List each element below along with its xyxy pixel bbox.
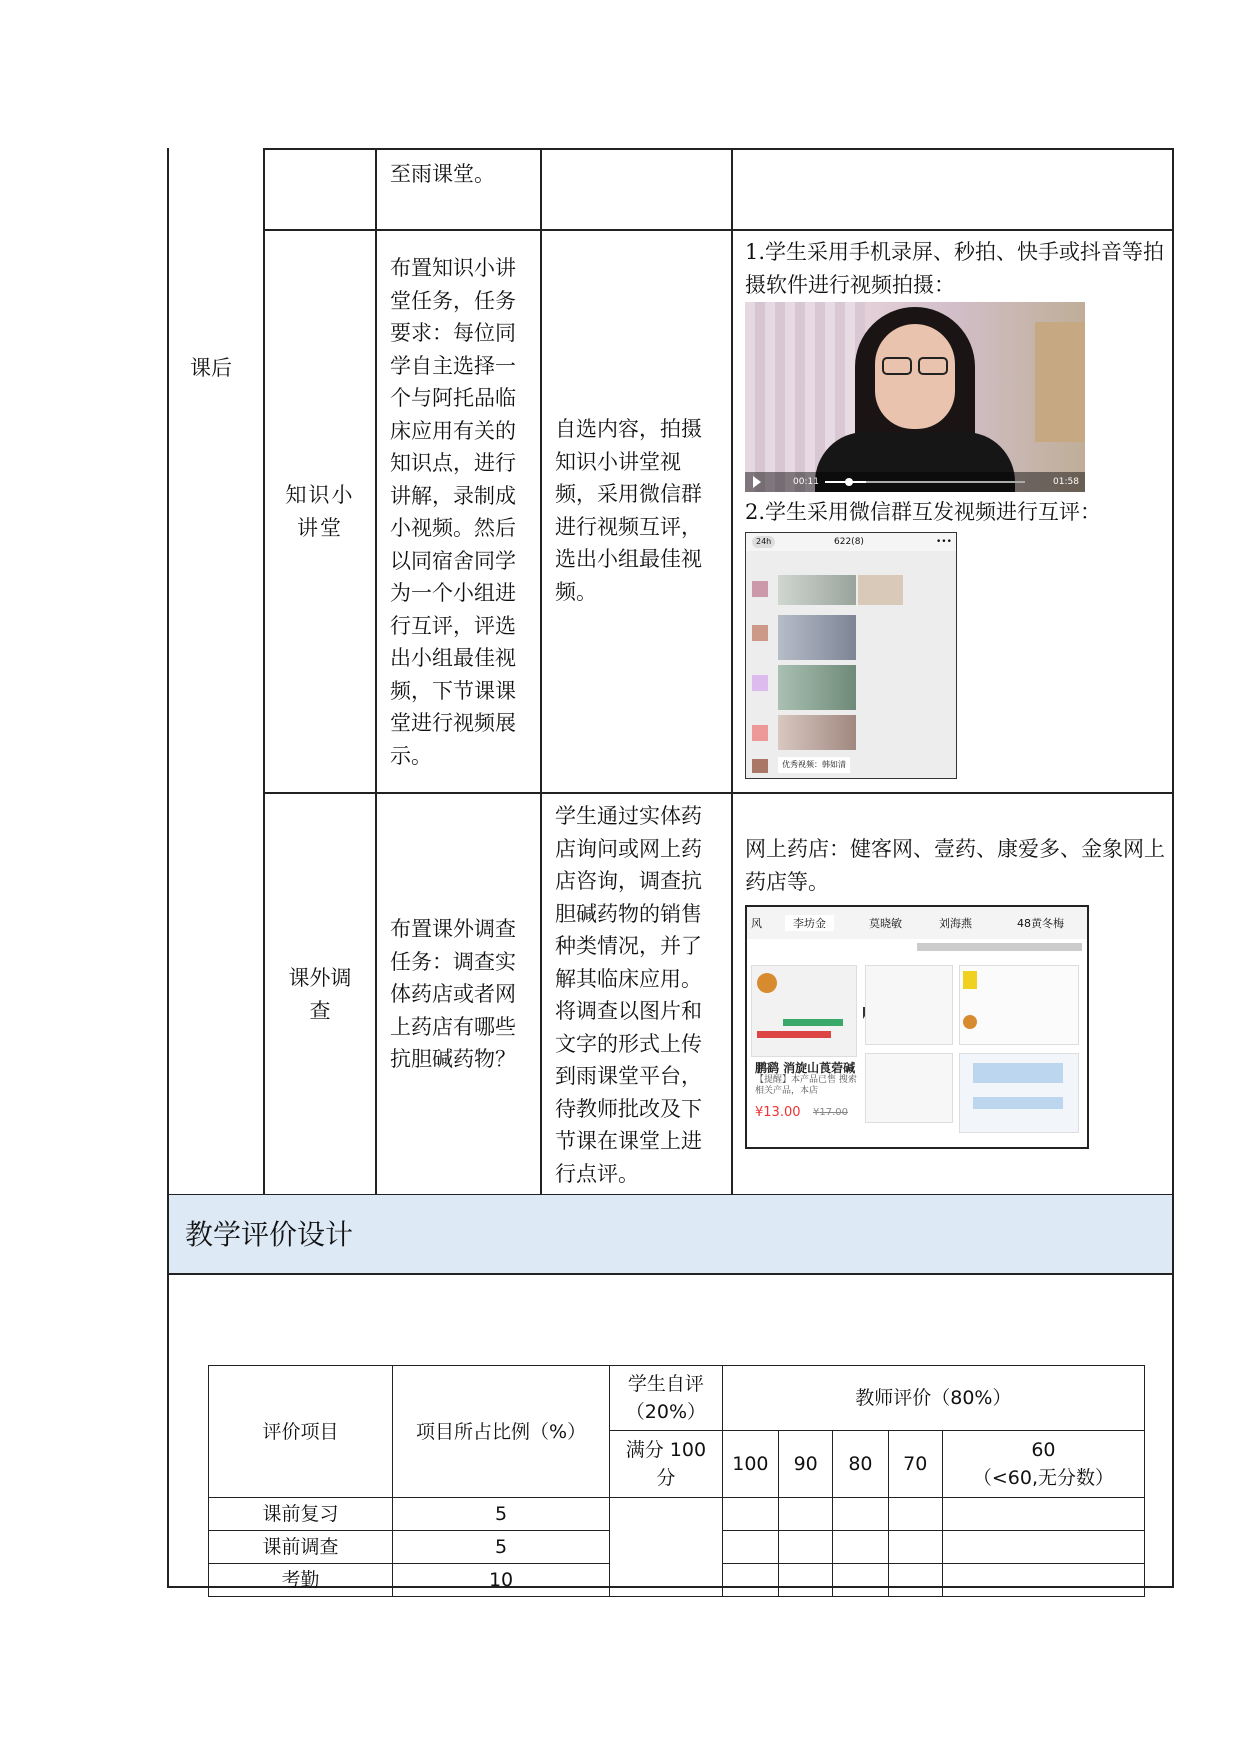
student-video-screenshot[interactable] xyxy=(745,302,1085,492)
play-icon[interactable] xyxy=(753,476,761,488)
glasses-left xyxy=(882,357,912,375)
wooden-rail xyxy=(1035,322,1085,442)
video-time-start: 00:11 xyxy=(793,477,819,487)
score-cell[interactable] xyxy=(722,1564,778,1597)
score-cell[interactable] xyxy=(779,1531,833,1564)
score-cell[interactable] xyxy=(722,1498,778,1531)
chat-bubble-blue xyxy=(973,1063,1063,1083)
row2-teacher-text: 布置课外调查任务：调查实体药店或者网上药店有哪些抗胆碱药物？ xyxy=(390,917,516,1071)
product-icon xyxy=(757,973,777,993)
score-cell[interactable] xyxy=(888,1498,942,1531)
col-divider-2 xyxy=(375,148,377,1195)
col-divider-3 xyxy=(540,148,542,1195)
header-score-70: 70 xyxy=(888,1431,942,1498)
chat-back-badge[interactable]: 24h xyxy=(752,536,775,548)
chat-video-thumb[interactable] xyxy=(858,575,903,605)
score-cell[interactable] xyxy=(833,1531,888,1564)
screenshot-name-3: 莫晓敏 xyxy=(869,917,902,930)
item-ratio: 10 xyxy=(392,1564,609,1597)
header-score-90: 90 xyxy=(779,1431,833,1498)
header-score-80: 80 xyxy=(833,1431,888,1498)
evaluation-table xyxy=(208,1365,1145,1597)
product-bar-red xyxy=(757,1031,831,1038)
screenshot-product-name: 鹏鹞 消旋山莨菪碱 xyxy=(755,1061,856,1075)
col-divider-4 xyxy=(731,148,733,1195)
header-self-eval: 学生自评（20%） xyxy=(610,1366,723,1431)
header-eval-item: 评价项目 xyxy=(209,1366,393,1498)
outer-right-border xyxy=(1172,148,1174,1588)
chat-avatar xyxy=(752,675,768,691)
section-title: 教学评价设计 xyxy=(169,1195,1172,1273)
stage-label: 课后 xyxy=(190,356,232,380)
item-ratio: 5 xyxy=(392,1498,609,1531)
chat-title: 622(8) xyxy=(834,537,864,547)
score-cell[interactable] xyxy=(833,1564,888,1597)
chat-video-thumb[interactable] xyxy=(778,715,856,750)
row1-evidence-text-1: 1.学生采用手机录屏、秒拍、快手或抖音等拍摄软件进行视频拍摄： xyxy=(745,240,1165,297)
score-cell[interactable] xyxy=(833,1498,888,1531)
score-cell[interactable] xyxy=(942,1498,1144,1531)
chat-avatar xyxy=(752,759,768,773)
screenshot-scrollbar[interactable] xyxy=(917,943,1082,951)
item-name: 考勤 xyxy=(209,1564,393,1597)
screenshot-name-1: 风 xyxy=(751,917,762,930)
score-cell[interactable] xyxy=(779,1564,833,1597)
screenshot-name-2: 李坊金 xyxy=(785,915,834,931)
top-border xyxy=(263,148,1173,150)
chat-footer-message: 优秀视频：韩如清 xyxy=(778,757,850,773)
chat-video-thumb[interactable] xyxy=(778,575,856,605)
header-teacher-eval: 教师评价（80%） xyxy=(722,1366,1144,1431)
header-score-100: 100 xyxy=(722,1431,778,1498)
table-row xyxy=(209,1498,1145,1531)
product-box-yellow xyxy=(963,971,977,989)
screenshot-name-4: 刘海燕 xyxy=(939,917,972,930)
row2-evidence-text: 网上药店：健客网、壹药、康爱多、金象网上药店等。 xyxy=(745,837,1165,894)
row1-activity-label: 知识小讲堂 xyxy=(285,483,355,540)
score-cell[interactable] xyxy=(888,1531,942,1564)
row2-student-text: 学生通过实体药店询问或网上药店咨询，调查抗胆碱药物的销售种类情况，并了解其临床应用。将调查以图片和文字的形式上传到雨课堂平台，待教师批改及下节课在课堂上进行点评。 xyxy=(555,804,702,1186)
header-ratio: 项目所占比例（%） xyxy=(392,1366,609,1498)
item-ratio: 5 xyxy=(392,1531,609,1564)
row1-evidence-text-2: 2.学生采用微信群互发视频进行互评： xyxy=(745,500,1102,524)
chat-video-thumb[interactable] xyxy=(778,665,856,710)
screenshot-card-bottom-middle xyxy=(865,1053,953,1123)
screenshot-old-price: ¥17.00 xyxy=(813,1107,848,1118)
screenshot-name-5: 48黄冬梅 xyxy=(1017,917,1064,930)
row2-activity-label: 课外调查 xyxy=(288,966,352,1023)
header-score-60 xyxy=(942,1431,1144,1498)
video-time-end: 01:58 xyxy=(1053,477,1079,487)
screenshot-card-right xyxy=(959,965,1079,1045)
wechat-group-screenshot[interactable] xyxy=(745,532,957,779)
product-icon xyxy=(963,1015,977,1029)
item-name: 课前调查 xyxy=(209,1531,393,1564)
video-progress-handle[interactable] xyxy=(845,478,853,486)
row-divider-4 xyxy=(167,1273,1173,1275)
score-cell[interactable] xyxy=(942,1564,1144,1597)
chat-video-thumb[interactable] xyxy=(778,615,856,660)
self-eval-cell[interactable] xyxy=(610,1498,723,1597)
score-cell[interactable] xyxy=(722,1531,778,1564)
chat-more-icon[interactable]: ••• xyxy=(936,537,952,547)
row-divider-2 xyxy=(263,792,1173,794)
student-face xyxy=(875,324,955,429)
online-pharmacy-screenshot[interactable] xyxy=(745,905,1089,1149)
chat-avatar xyxy=(752,625,768,641)
col-divider-1 xyxy=(263,148,265,1195)
row1-teacher-text: 布置知识小讲堂任务，任务要求：每位同学自主选择一个与阿托品临床应用有关的知识点，进行讲解，录制成小视频。然后以同宿舍同学为一个小组进行互评，评选出小组最佳视频，下节课课堂进行视频展示。 xyxy=(390,256,516,768)
header-full-score: 满分 100 分 xyxy=(610,1431,723,1498)
glasses-right xyxy=(918,357,948,375)
chat-avatar xyxy=(752,581,768,597)
score-cell[interactable] xyxy=(942,1531,1144,1564)
screenshot-product-desc: 【提醒】本产品已售 搜索相关产品，本店 xyxy=(755,1075,857,1096)
score-60-value: 60 xyxy=(1031,1439,1056,1461)
screenshot-price: ¥13.00 xyxy=(755,1105,801,1120)
product-bar-green xyxy=(783,1019,843,1026)
chat-avatar xyxy=(752,725,768,741)
row1-student-text: 自选内容，拍摄知识小讲堂视频，采用微信群进行视频互评，选出小组最佳视频。 xyxy=(555,417,702,604)
item-name: 课前复习 xyxy=(209,1498,393,1531)
row0-teacher-text: 至雨课堂。 xyxy=(390,162,495,186)
chat-bubble-blue xyxy=(973,1097,1063,1109)
screenshot-card-middle xyxy=(865,965,953,1045)
score-60-note: （<60,无分数） xyxy=(972,1467,1114,1489)
score-cell[interactable] xyxy=(888,1564,942,1597)
row-divider-1 xyxy=(263,229,1173,231)
score-cell[interactable] xyxy=(779,1498,833,1531)
outer-left-border xyxy=(167,148,169,1588)
